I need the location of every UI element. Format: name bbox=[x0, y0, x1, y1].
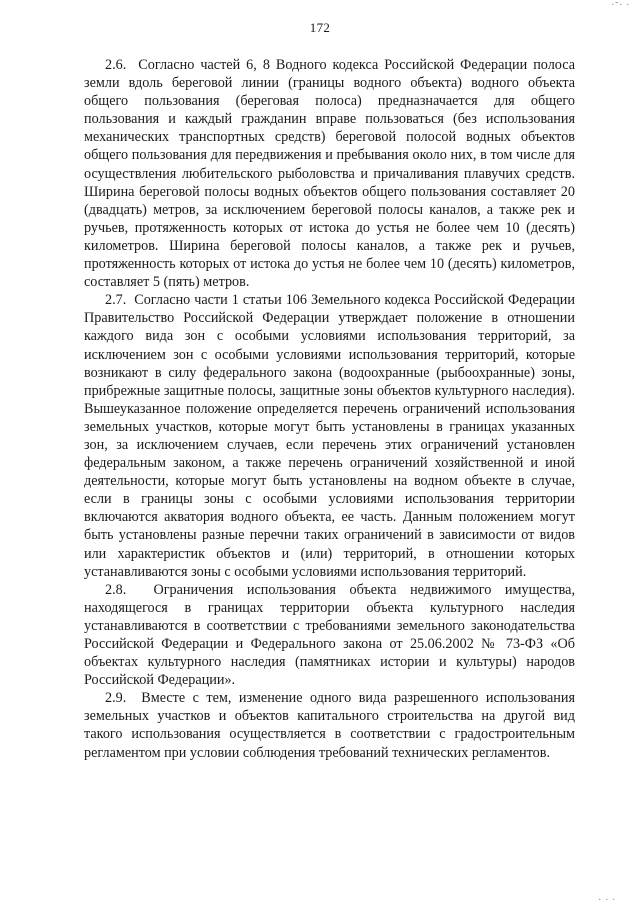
paragraph-2-9: 2.9. Вместе с тем, изменение одного вида разрешенного использования земельных участков и объектов капитального строительства на другой вид такого использования осуществляется в соответствии с градостроительным регламентом при условии соблюдения требований технических регламентов. bbox=[84, 690, 575, 761]
scan-mark-bottom: . . . bbox=[598, 892, 616, 903]
paragraph-2-7: 2.7. Согласно части 1 статьи 106 Земельного кодекса Российской Федерации Правительство Российской Федерации утверждает положение в отношении каждого вида зон с особыми условиями использования территорий, за исключением зон с особыми условиями использования территорий, которые возникают в силу федерального закона (водоохранные (рыбоохранные) зоны, прибрежные защитные полосы, защитные зоны объектов культурного наследия). Вышеуказанное положение определяется перечень ограничений использования земельных участков, которые могут быть установлены в границах указанных зон, за исключением случаев, если перечень этих ограничений установлен федеральным законом, а также перечень ограничений хозяйственной и иной деятельности, которые могут быть установлены на водном объекте в случае, если в границы зоны с особыми условиями использования территории включаются акватория водного объекта, ее часть. Данным положением могут быть установлены разные перечни таких ограничений в зависимости от видов или характеристик объектов и (или) территорий, в отношении которых устанавливаются зоны с особыми условиями использования территорий. bbox=[84, 292, 575, 580]
paragraph-2-6: 2.6. Согласно частей 6, 8 Водного кодекса Российской Федерации полоса земли вдоль береговой линии (границы водного объекта) водного объекта общего пользования (береговая полоса) предназначается для общего пользования и каждый гражданин вправе пользоваться (без использования механических транспортных средств) береговой полосой водных объектов общего пользования для передвижения и пребывания около них, в том числе для осуществления любительского рыболовства и причаливания плавучих средств. Ширина береговой полосы водных объектов общего пользования составляет 20 (двадцать) метров, за исключением береговой полосы каналов, а также рек и ручьев, протяженность которых от истока до устья не более чем 10 (десять) километров. Ширина береговой полосы каналов, а также рек и ручьев, протяженность которых от истока до устья не более чем 10 (десять) километров, составляет 5 (пять) метров. bbox=[84, 57, 575, 291]
document-body bbox=[84, 56, 575, 762]
page-number: 172 bbox=[309, 20, 331, 35]
paragraph-2-8: 2.8. Ограничения использования объекта недвижимого имущества, находящегося в границах территории объекта культурного наследия устанавливаются в соответствии с требованиями земельного законодательства Российской Федерации и Федерального закона от 25.06.2002 № 73-ФЗ «Об объектах культурного наследия (памятниках истории и культуры) народов Российской Федерации». bbox=[84, 581, 575, 689]
scan-mark-top: .-. . bbox=[611, 0, 630, 8]
